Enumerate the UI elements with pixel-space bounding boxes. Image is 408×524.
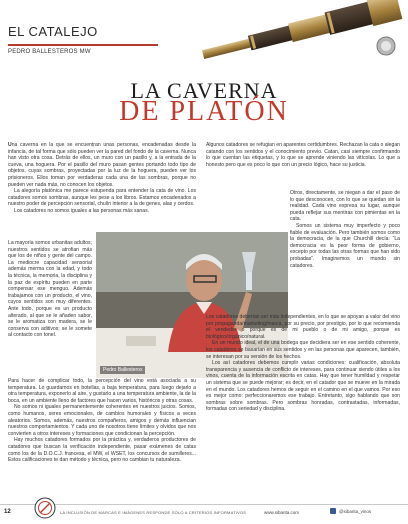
photo-caption: Pedro Ballesteros <box>100 366 145 374</box>
author-byline: PEDRO BALLESTEROS MW <box>8 49 91 55</box>
paragraph: Una caverna en la que se encuentran unas personas, encadenadas desde la infancia, de tal forma que sólo pueden ver la pared del fondo de la caverna. Nunca han visto otra cosa. Detrás de ellos, un muro con un pasillo y, a la entrada de la cueva, una hoguera. Por el pasillo del muro pasan gentes portando todo tipo de objetos, cuyas sombras, proyectadas por la luz de la hoguera, pueden ver los prisioneros. Ellos toman por verdaderas cada una de las sombras, porque no pueden ver nada más, no conocen los objetos. <box>8 142 196 188</box>
article-column-right-bottom <box>206 314 400 413</box>
telescope-illustration <box>190 0 408 62</box>
footer-website-link[interactable]: www.sibarita.com <box>264 510 300 515</box>
magazine-seal-logo <box>34 497 56 519</box>
page-number: 12 <box>4 509 11 515</box>
facebook-icon <box>330 508 336 514</box>
paragraph: Los así catadores debemos cumplir varias condiciones: cualificación, absoluta transparencia y ausencia de conflicto de intereses, para continuar siendo útiles a los vinos, cuenta de la información escrita en catas. Hay que tener humildad y respetar un sistema que se puede mejorar; es decir, en el catador que se mueve en la mirada en el mundo. Los catadores hemos de seguir en el camino en el que vamos. Por eso es mejor como: perfeccionaremos ese trabajo. Entretanto, sigo hablando que son sombras sobre sombras. Pero sombras honradas, contrastadas, informadas, formadas con seriedad y disciplina. <box>206 360 400 413</box>
paragraph: Los catadores no somos iguales a las personas más sanas. <box>14 207 150 214</box>
article-column-left-top <box>8 142 196 215</box>
section-title: EL CATALEJO <box>8 24 98 39</box>
paragraph: No somos ni iguales permanentemente coherentes en nuestros juicios. Somos, como humanos, seres emocionales, de cambios humorales y físicos a veces aleatorios. Somos, además, nuestros compañeros, amigos y demás influencian nuestros comportamientos. Y cada uno de nosotros tiene límites y olvidos que nos convierten a otros intereses y formaciones que condicionan la percepción. <box>8 404 196 437</box>
article-column-left-wrap <box>8 240 92 339</box>
footer-disclaimer: LA INCLUSIÓN DE MARCAS E IMÁGENES RESPONDE SÓLO A CRITERIOS INFORMATIVOS <box>60 510 247 515</box>
paragraph: En un mundo ideal, el de una bodega que decidiera ser en ese sentido coherente, los catadores se basarían en sus sentidos y en las personas que aparecen, también, se interesan por su versión de los hechos. <box>206 340 400 360</box>
paragraph: Algunos catadores se refugian en aparentes certidumbres. Rechazan la cata o alegan catando con los sentidos y el conocimiento previo. Catan, casi siempre confirmando lo que cuentan las etiquetas, y lo que se aprende viniendo las vitícolas. Lo que a honesto pero que es poco lo que con un precio lógico, hace su justicia. <box>206 142 400 168</box>
headline-line-1: LA CAVERNA <box>130 78 278 103</box>
section-header <box>8 24 158 55</box>
headline-line-2: DE PLATÓN <box>119 96 289 127</box>
paragraph: La alegoría platónica me parece estupenda para entender la cata de vino. Los catadores somos sombras, aunque les pese a los libros. Estamos encadenados a nuestro poder de percepción sensorial, chulín interior a la de genes, alas y cerdos. <box>8 188 196 208</box>
social-handle: @sibarita_vinos <box>339 508 372 514</box>
article-column-right-wrap <box>290 190 400 269</box>
footer-rule <box>0 504 408 505</box>
paragraph: Somos un sistema muy imperfecto y poco fiable de evaluación. Pero también somos como la democracia, de la que Churchill decía: “La democracia es la peor forma de gobierno, excepto por todas las otras formas que han sido probadas”. Imaginemos un mundo sin catadores. <box>290 222 400 269</box>
article-column-right-top <box>206 142 400 168</box>
paragraph: Para hacer de complicar todo, la percepción del vino está asociada a su temperatura. Lo guardamos en botellas, a baja temperatura, para luego dejarlo a otra temperatura, exponerlo al aire, y gustarlo a una temperatura ambiente, la de la boca, en un ambiente lleno de factores que hacen varios, históricos y otras cosas. <box>8 378 196 404</box>
paragraph: La mayoría somos urbanitas adultos; nuestros sentidos se atrofian más que los de niños y gente del campo. La mediocre capacidad sensorial además merma con la edad, y todo la técnica, la memoria, la disciplina y la paz de espíritu pueden en parte compensar ese menguo. Además trabajamos con un producto, el vino, cuyos sentidos son muy diferentes. Ante todo, porque es un producto alterado, al que se le añaden sabor, se le aromatiza con madera, se le conserva con aditivos; se le somete al contacto con tonel. <box>8 240 92 339</box>
paragraph: Los catadores deberían ser más independientes, en lo que se apoyan a valor del vino por propaganda/marketing/marca, por su precio, por prestigio, por lo que recomienda el vendedor o porque es de mi pueblo o de mi amigo, porque es biológico/orgánico/natural. <box>206 314 400 340</box>
paragraph: Hay muchos catadores formados por la práctica y, verdaderos productores de catadores que buscan la verificación independiente, pasar exámenes de catas como los de la D.O.C.J. francesa, el MW, el WSET, los concursos de sumilleres... Estos calificaciones te dan método y técnica, pero no cambian tu naturaleza. <box>8 437 196 464</box>
section-rule <box>8 44 158 46</box>
paragraph: Otros, directamente, se niegan a dar el paso de lo que desconocen, con lo que se quedan sin la realidad. Cada vino expresa su lugar, aunque pueda reflejar sus mentiras con pimientas en la cata. <box>290 190 400 223</box>
footer-social[interactable] <box>330 508 371 514</box>
article-column-left-bottom <box>8 378 196 464</box>
